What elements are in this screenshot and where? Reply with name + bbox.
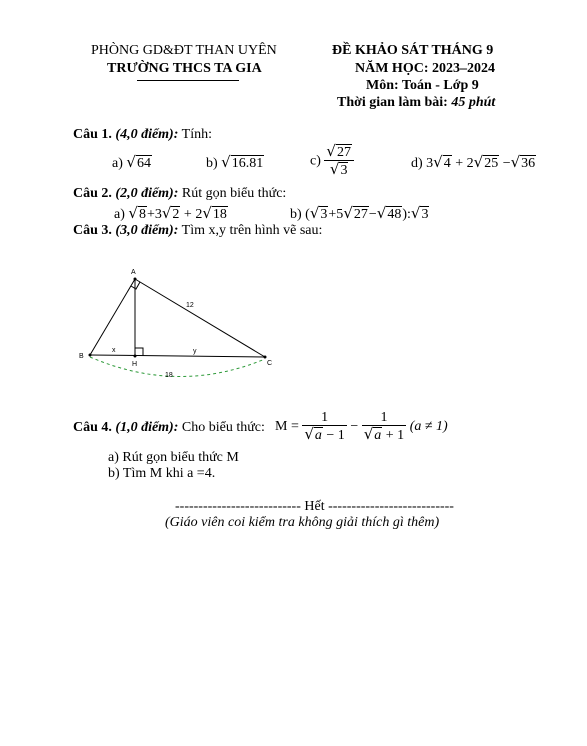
q3-text: Tìm x,y trên hình vẽ sau: [181, 223, 323, 238]
side-ab [90, 279, 135, 355]
q4-f2-radicand: a [374, 428, 382, 443]
q4-fraction-1: $\frac{1}{√a - 1}$ [304, 410, 345, 443]
point-b [89, 354, 92, 357]
q1-d-radicand-3: 36 [521, 156, 536, 171]
footer-note: (Giáo viên coi kiểm tra không giải thích gì thêm) [165, 515, 440, 530]
q4-f2-tail: + 1 [382, 428, 405, 443]
q1-a-label: a) [112, 156, 123, 171]
q1-b [206, 153, 264, 172]
q2-b-radicand-3: 48 [387, 207, 402, 222]
q4-f1-radicand: a [314, 428, 322, 443]
q1-label: Câu 1. [73, 127, 112, 142]
end-line: --------------------------- Hết --------------------------- [175, 499, 454, 514]
q4-b: b) Tìm M khi a =4. [108, 466, 216, 481]
label-x: x [112, 347, 116, 354]
label-b: B [79, 353, 84, 360]
q2-label: Câu 2. [73, 186, 112, 201]
q1-b-sqrt: √16.81 [221, 153, 264, 171]
q3-heading [73, 223, 322, 239]
triangle-figure [75, 265, 285, 385]
right-angle-h [135, 348, 143, 356]
point-a [134, 278, 137, 281]
label-y: y [193, 348, 197, 355]
q2-b-radicand-2: 27 [353, 207, 368, 222]
q1-a-sqrt: √64 [126, 153, 151, 171]
q4-f1-numerator: 1 [302, 410, 346, 426]
q1-a [112, 153, 152, 172]
q1-d-op-1: + 2 [455, 156, 474, 171]
q2-b-label: b) [290, 207, 302, 222]
label-a: A [131, 269, 136, 276]
q2-b: b) (√3+5√27−√48):√3 [290, 204, 429, 222]
q4-heading [73, 420, 265, 436]
q1-a-radicand: 64 [136, 156, 151, 171]
q2-a: a) √8+3√2 + 2√18 [114, 204, 227, 222]
q1-d-radicand-1: 4 [443, 156, 451, 171]
time-label: Thời gian làm bài: [337, 95, 452, 110]
exam-title: ĐỀ KHẢO SÁT THÁNG 9 [332, 43, 494, 58]
point-c [264, 356, 267, 359]
q1-d-coef: 3 [426, 156, 434, 171]
q2-a-op-1: +3 [146, 207, 162, 222]
school-year: NĂM HỌC: 2023–2024 [355, 61, 495, 76]
q2-b-radicand-4: 3 [421, 207, 429, 222]
school-name: TRƯỜNG THCS TA GIA [107, 61, 262, 76]
q1-heading [73, 127, 212, 143]
q2-text: Rút gọn biểu thức: [181, 186, 287, 201]
q4-points: (1,0 điểm): [115, 420, 179, 435]
label-ac-length: 12 [186, 302, 194, 309]
q1-c [310, 144, 354, 179]
q2-b-open: ( [305, 207, 310, 222]
bc-length-arc [90, 357, 265, 377]
q2-b-close: ): [402, 207, 411, 222]
subject: Môn: Toán - Lớp 9 [366, 78, 479, 93]
q1-b-label: b) [206, 156, 218, 171]
time-line [337, 95, 495, 111]
q2-heading [73, 186, 286, 202]
q1-b-radicand: 16.81 [231, 156, 264, 171]
q4-m-eq: M = [275, 419, 299, 434]
label-c: C [267, 360, 273, 367]
q2-a-radicand-2: 2 [172, 207, 180, 222]
q2-b-op-1: +5 [328, 207, 344, 222]
q3-label: Câu 3. [73, 223, 112, 238]
q4-minus: − [350, 419, 359, 434]
q2-a-radicand-3: 18 [212, 207, 227, 222]
school-underline [137, 80, 239, 81]
q2-b-radicand-1: 3 [320, 207, 328, 222]
q2-b-op-2: − [368, 207, 377, 222]
q1-d-op-2: − [502, 156, 511, 171]
q2-a-radicand-1: 8 [138, 207, 146, 222]
label-bc-length: 18 [165, 372, 173, 379]
q1-c-denominator: 3 [340, 163, 348, 178]
q1-d: d) 3√4 + 2√25 −√36 [411, 153, 536, 171]
q1-c-label: c) [310, 153, 321, 169]
q2-points: (2,0 điểm): [115, 186, 179, 201]
q2-a-label: a) [114, 207, 125, 222]
q4-condition: (a ≠ 1) [409, 419, 448, 434]
q1-d-label: d) [411, 156, 423, 171]
q3-points: (3,0 điểm): [115, 223, 179, 238]
q4-a: a) Rút gọn biểu thức M [108, 450, 239, 465]
point-h [134, 355, 137, 358]
side-bc [90, 355, 265, 357]
q4-label: Câu 4. [73, 420, 112, 435]
label-h: H [132, 361, 138, 368]
q4-text: Cho biểu thức: [181, 420, 265, 435]
q4-expression [275, 410, 448, 444]
side-ac [135, 279, 265, 357]
q1-c-fraction: $\frac{√27}{√3}$ [324, 144, 354, 179]
q4-f2-numerator: 1 [362, 410, 406, 426]
q4-fraction-2: $\frac{1}{√a + 1}$ [363, 410, 405, 443]
time-value: 45 phút [451, 95, 496, 110]
q1-c-numerator: 27 [336, 145, 351, 160]
q2-a-op-2: + 2 [183, 207, 203, 222]
q1-points: (4,0 điểm): [115, 127, 179, 142]
q4-f1-tail: − 1 [322, 428, 345, 443]
q1-text: Tính: [181, 127, 212, 142]
department-name: PHÒNG GD&ĐT THAN UYÊN [91, 43, 277, 58]
q1-d-radicand-2: 25 [484, 156, 499, 171]
